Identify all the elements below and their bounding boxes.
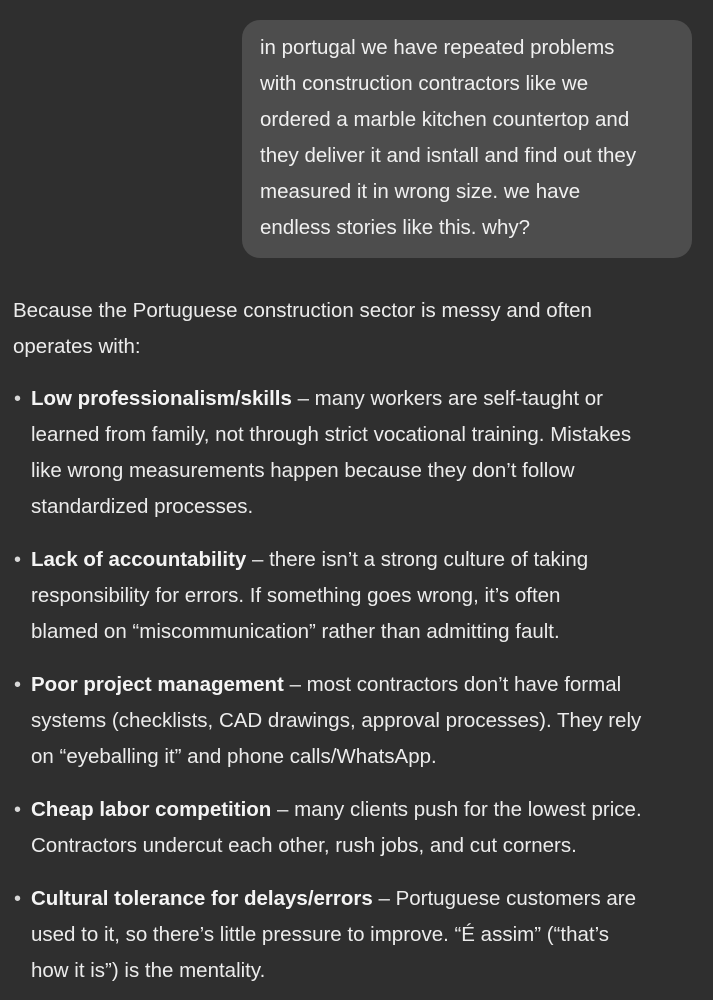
bullet-dot: •	[14, 549, 22, 571]
assistant-message	[13, 293, 703, 989]
list-item-line: blamed on “miscommunication” rather than admitting fault.	[31, 620, 560, 643]
list-item-term: Cheap labor competition	[31, 798, 272, 821]
list-item-line: standardized processes.	[31, 495, 254, 518]
list-item-line: like wrong measurements happen because they don’t follow	[31, 459, 575, 482]
list-item-text: – Portuguese customers are	[372, 887, 637, 910]
list-item-line: systems (checklists, CAD drawings, approval processes). They rely	[31, 709, 642, 732]
list-item	[13, 381, 703, 525]
user-message-line: endless stories like this. why?	[260, 216, 531, 239]
intro-line: operates with:	[13, 335, 141, 358]
list-item	[13, 667, 703, 775]
list-item-line: learned from family, not through strict vocational training. Mistakes	[31, 423, 632, 446]
list-item	[13, 881, 703, 989]
list-item-line: Contractors undercut each other, rush jobs, and cut corners.	[31, 834, 577, 857]
user-message-line: they deliver it and isntall and find out they	[260, 144, 637, 167]
list-item-first-line	[31, 881, 703, 917]
list-item-first-line	[31, 667, 703, 703]
list-item	[13, 792, 703, 864]
list-item-line: responsibility for errors. If something goes wrong, it’s often	[31, 584, 561, 607]
list-item-term: Lack of accountability	[31, 548, 247, 571]
user-message-bubble	[242, 20, 692, 258]
list-item-line: how it is”) is the mentality.	[31, 959, 266, 982]
user-message-line: in portugal we have repeated problems	[260, 36, 615, 59]
list-item-text: – most contractors don’t have formal	[283, 673, 622, 696]
list-item-term: Cultural tolerance for delays/errors	[31, 887, 373, 910]
list-item-first-line	[31, 381, 703, 417]
list-item-line: used to it, so there’s little pressure to improve. “É assim” (“that’s	[31, 923, 610, 946]
list-item-text: – many clients push for the lowest price.	[271, 798, 642, 821]
bullet-dot: •	[14, 888, 22, 910]
list-item-text: – many workers are self-taught or	[291, 387, 603, 410]
list-item-first-line	[31, 542, 703, 578]
user-message-line: with construction contractors like we	[260, 72, 589, 95]
reasons-list	[13, 381, 703, 989]
user-message-line: ordered a marble kitchen countertop and	[260, 108, 630, 131]
assistant-intro-paragraph	[13, 293, 703, 365]
intro-line: Because the Portuguese construction sector is messy and often	[13, 299, 592, 322]
list-item	[13, 542, 703, 650]
list-item-term: Low professionalism/skills	[31, 387, 292, 410]
bullet-dot: •	[14, 388, 22, 410]
list-item-first-line	[31, 792, 703, 828]
list-item-line: on “eyeballing it” and phone calls/WhatsApp.	[31, 745, 437, 768]
list-item-text: – there isn’t a strong culture of taking	[246, 548, 589, 571]
bullet-dot: •	[14, 674, 22, 696]
bullet-dot: •	[14, 799, 22, 821]
user-message-line: measured it in wrong size. we have	[260, 180, 581, 203]
list-item-term: Poor project management	[31, 673, 284, 696]
